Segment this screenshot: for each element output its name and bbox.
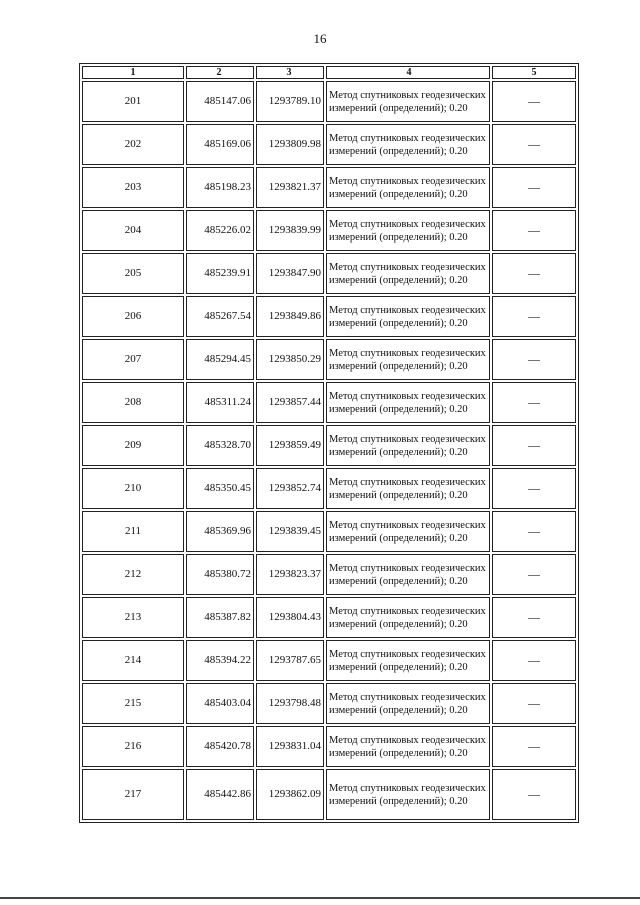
y-coordinate-cell-text: 1293809.98 — [268, 138, 321, 150]
x-coordinate-cell-text: 485147.06 — [204, 95, 251, 107]
x-coordinate-cell — [186, 253, 254, 294]
point-number-cell-text: 214 — [124, 654, 142, 666]
y-coordinate-cell — [256, 339, 324, 380]
method-cell — [326, 210, 490, 251]
x-coordinate-cell-text: 485387.82 — [204, 611, 251, 623]
column5-cell — [492, 210, 576, 251]
column5-cell — [492, 726, 576, 767]
point-number-cell — [82, 253, 184, 294]
method-cell-text: Метод спутниковых геодезических измерений (определений); 0.20 — [329, 304, 486, 329]
y-coordinate-cell — [256, 726, 324, 767]
x-coordinate-cell — [186, 640, 254, 681]
column5-cell-text: — — [528, 738, 540, 753]
column5-cell-text: — — [528, 566, 540, 581]
method-cell-text: Метод спутниковых геодезических измерений (определений); 0.20 — [329, 782, 486, 807]
y-coordinate-cell-text: 1293850.29 — [268, 353, 321, 365]
method-cell — [326, 683, 490, 724]
x-coordinate-cell-text: 485350.45 — [204, 482, 251, 494]
point-number-cell-text: 210 — [124, 482, 142, 494]
method-cell-text: Метод спутниковых геодезических измерений (определений); 0.20 — [329, 648, 486, 673]
method-cell-text: Метод спутниковых геодезических измерений (определений); 0.20 — [329, 390, 486, 415]
method-cell-text: Метод спутниковых геодезических измерений (определений); 0.20 — [329, 347, 486, 372]
method-cell — [326, 511, 490, 552]
y-coordinate-cell — [256, 253, 324, 294]
point-number-cell — [82, 511, 184, 552]
column5-cell-text: — — [528, 437, 540, 452]
column5-cell — [492, 683, 576, 724]
x-coordinate-cell-text: 485198.23 — [204, 181, 251, 193]
y-coordinate-cell — [256, 124, 324, 165]
y-coordinate-cell — [256, 167, 324, 208]
method-cell-text: Метод спутниковых геодезических измерений (определений); 0.20 — [329, 734, 486, 759]
y-coordinate-cell — [256, 597, 324, 638]
x-coordinate-cell-text: 485328.70 — [204, 439, 251, 451]
method-cell-text: Метод спутниковых геодезических измерений (определений); 0.20 — [329, 476, 486, 501]
y-coordinate-cell — [256, 683, 324, 724]
x-coordinate-cell — [186, 683, 254, 724]
method-cell — [326, 769, 490, 820]
table-row — [82, 124, 576, 165]
column5-cell-text: — — [528, 652, 540, 667]
column5-cell — [492, 597, 576, 638]
bottom-rule — [0, 897, 640, 899]
method-cell — [326, 597, 490, 638]
column5-cell-text: — — [528, 786, 540, 801]
column5-cell — [492, 124, 576, 165]
x-coordinate-cell-text: 485369.96 — [204, 525, 251, 537]
column5-cell — [492, 382, 576, 423]
table-row — [82, 339, 576, 380]
point-number-cell — [82, 339, 184, 380]
method-cell — [326, 339, 490, 380]
x-coordinate-cell — [186, 339, 254, 380]
point-number-cell-text: 207 — [124, 353, 142, 365]
column5-cell — [492, 425, 576, 466]
method-cell — [326, 124, 490, 165]
table-row — [82, 683, 576, 724]
method-cell — [326, 296, 490, 337]
method-cell — [326, 554, 490, 595]
y-coordinate-cell-text: 1293857.44 — [268, 396, 321, 408]
table-header-row — [82, 66, 576, 79]
y-coordinate-cell — [256, 382, 324, 423]
y-coordinate-cell-text: 1293831.04 — [268, 740, 321, 752]
method-cell — [326, 726, 490, 767]
table-row — [82, 167, 576, 208]
y-coordinate-cell — [256, 554, 324, 595]
column5-cell-text: — — [528, 136, 540, 151]
column5-cell-text: — — [528, 609, 540, 624]
y-coordinate-cell-text: 1293821.37 — [268, 181, 321, 193]
y-coordinate-cell — [256, 640, 324, 681]
point-number-cell-text: 203 — [124, 181, 142, 193]
x-coordinate-cell-text: 485403.04 — [204, 697, 251, 709]
point-number-cell-text: 205 — [124, 267, 142, 279]
column-header-1: 1 — [82, 66, 184, 79]
x-coordinate-cell — [186, 726, 254, 767]
y-coordinate-cell — [256, 425, 324, 466]
point-number-cell — [82, 726, 184, 767]
y-coordinate-cell-text: 1293804.43 — [268, 611, 321, 623]
column5-cell-text: — — [528, 394, 540, 409]
method-cell-text: Метод спутниковых геодезических измерений (определений); 0.20 — [329, 605, 486, 630]
point-number-cell — [82, 167, 184, 208]
y-coordinate-cell — [256, 210, 324, 251]
method-cell-text: Метод спутниковых геодезических измерений (определений); 0.20 — [329, 519, 486, 544]
y-coordinate-cell — [256, 81, 324, 122]
point-number-cell — [82, 81, 184, 122]
x-coordinate-cell — [186, 124, 254, 165]
column-header-3: 3 — [256, 66, 324, 79]
point-number-cell — [82, 468, 184, 509]
x-coordinate-cell — [186, 382, 254, 423]
method-cell-text: Метод спутниковых геодезических измерений (определений); 0.20 — [329, 261, 486, 286]
table-row — [82, 468, 576, 509]
x-coordinate-cell — [186, 425, 254, 466]
x-coordinate-cell — [186, 468, 254, 509]
method-cell — [326, 468, 490, 509]
table-row — [82, 210, 576, 251]
column5-cell — [492, 296, 576, 337]
x-coordinate-cell-text: 485380.72 — [204, 568, 251, 580]
x-coordinate-cell — [186, 81, 254, 122]
column5-cell-text: — — [528, 523, 540, 538]
x-coordinate-cell-text: 485294.45 — [204, 353, 251, 365]
method-cell-text: Метод спутниковых геодезических измерений (определений); 0.20 — [329, 132, 486, 157]
method-cell-text: Метод спутниковых геодезических измерений (определений); 0.20 — [329, 175, 486, 200]
column5-cell-text: — — [528, 351, 540, 366]
point-number-cell — [82, 124, 184, 165]
table-row — [82, 554, 576, 595]
column-header-2: 2 — [186, 66, 254, 79]
column5-cell — [492, 167, 576, 208]
point-number-cell-text: 202 — [124, 138, 142, 150]
y-coordinate-cell-text: 1293798.48 — [268, 697, 321, 709]
point-number-cell-text: 204 — [124, 224, 142, 236]
column5-cell — [492, 769, 576, 820]
x-coordinate-cell — [186, 769, 254, 820]
method-cell — [326, 167, 490, 208]
point-number-cell-text: 211 — [124, 525, 142, 537]
point-number-cell — [82, 210, 184, 251]
table-body — [82, 81, 576, 820]
method-cell-text: Метод спутниковых геодезических измерений (определений); 0.20 — [329, 691, 486, 716]
y-coordinate-cell-text: 1293862.09 — [268, 788, 321, 800]
table-row — [82, 253, 576, 294]
table-row — [82, 382, 576, 423]
method-cell-text: Метод спутниковых геодезических измерений (определений); 0.20 — [329, 433, 486, 458]
point-number-cell — [82, 425, 184, 466]
point-number-cell-text: 206 — [124, 310, 142, 322]
x-coordinate-cell-text: 485267.54 — [204, 310, 251, 322]
y-coordinate-cell-text: 1293849.86 — [268, 310, 321, 322]
x-coordinate-cell — [186, 511, 254, 552]
y-coordinate-cell — [256, 511, 324, 552]
table-row — [82, 726, 576, 767]
table-row — [82, 769, 576, 820]
coordinates-table — [79, 63, 579, 823]
y-coordinate-cell-text: 1293789.10 — [268, 95, 321, 107]
y-coordinate-cell — [256, 468, 324, 509]
point-number-cell — [82, 640, 184, 681]
point-number-cell — [82, 597, 184, 638]
method-cell — [326, 81, 490, 122]
method-cell-text: Метод спутниковых геодезических измерений (определений); 0.20 — [329, 89, 486, 114]
column-header-5: 5 — [492, 66, 576, 79]
point-number-cell-text: 201 — [124, 95, 142, 107]
point-number-cell-text: 208 — [124, 396, 142, 408]
y-coordinate-cell-text: 1293859.49 — [268, 439, 321, 451]
x-coordinate-cell-text: 485169.06 — [204, 138, 251, 150]
y-coordinate-cell — [256, 769, 324, 820]
method-cell — [326, 253, 490, 294]
table-row — [82, 296, 576, 337]
column5-cell — [492, 511, 576, 552]
page-number: 16 — [313, 31, 327, 46]
y-coordinate-cell-text: 1293823.37 — [268, 568, 321, 580]
x-coordinate-cell-text: 485311.24 — [204, 396, 251, 408]
column5-cell-text: — — [528, 222, 540, 237]
y-coordinate-cell — [256, 296, 324, 337]
column5-cell-text: — — [528, 480, 540, 495]
x-coordinate-cell-text: 485394.22 — [204, 654, 251, 666]
point-number-cell — [82, 683, 184, 724]
column5-cell-text: — — [528, 308, 540, 323]
method-cell — [326, 640, 490, 681]
x-coordinate-cell — [186, 296, 254, 337]
column5-cell — [492, 253, 576, 294]
column5-cell — [492, 554, 576, 595]
point-number-cell-text: 212 — [124, 568, 142, 580]
column5-cell-text: — — [528, 179, 540, 194]
point-number-cell-text: 216 — [124, 740, 142, 752]
point-number-cell — [82, 769, 184, 820]
method-cell-text: Метод спутниковых геодезических измерений (определений); 0.20 — [329, 562, 486, 587]
column5-cell — [492, 468, 576, 509]
method-cell-text: Метод спутниковых геодезических измерений (определений); 0.20 — [329, 218, 486, 243]
x-coordinate-cell — [186, 210, 254, 251]
point-number-cell-text: 209 — [124, 439, 142, 451]
column5-cell-text: — — [528, 695, 540, 710]
method-cell — [326, 382, 490, 423]
column5-cell — [492, 339, 576, 380]
y-coordinate-cell-text: 1293839.99 — [268, 224, 321, 236]
table-row — [82, 640, 576, 681]
column5-cell — [492, 640, 576, 681]
point-number-cell-text: 213 — [124, 611, 142, 623]
column-header-4: 4 — [326, 66, 490, 79]
x-coordinate-cell — [186, 554, 254, 595]
point-number-cell — [82, 382, 184, 423]
column5-cell — [492, 81, 576, 122]
table-row — [82, 425, 576, 466]
table-row — [82, 511, 576, 552]
y-coordinate-cell-text: 1293787.65 — [268, 654, 321, 666]
point-number-cell — [82, 554, 184, 595]
point-number-cell-text: 215 — [124, 697, 142, 709]
x-coordinate-cell — [186, 167, 254, 208]
table-row — [82, 81, 576, 122]
x-coordinate-cell-text: 485226.02 — [204, 224, 251, 236]
x-coordinate-cell-text: 485420.78 — [204, 740, 251, 752]
x-coordinate-cell-text: 485442.86 — [204, 788, 251, 800]
point-number-cell-text: 217 — [124, 788, 142, 800]
y-coordinate-cell-text: 1293852.74 — [268, 482, 321, 494]
x-coordinate-cell-text: 485239.91 — [204, 267, 251, 279]
y-coordinate-cell-text: 1293839.45 — [268, 525, 321, 537]
column5-cell-text: — — [528, 93, 540, 108]
point-number-cell — [82, 296, 184, 337]
y-coordinate-cell-text: 1293847.90 — [268, 267, 321, 279]
column5-cell-text: — — [528, 265, 540, 280]
x-coordinate-cell — [186, 597, 254, 638]
method-cell — [326, 425, 490, 466]
table-row — [82, 597, 576, 638]
